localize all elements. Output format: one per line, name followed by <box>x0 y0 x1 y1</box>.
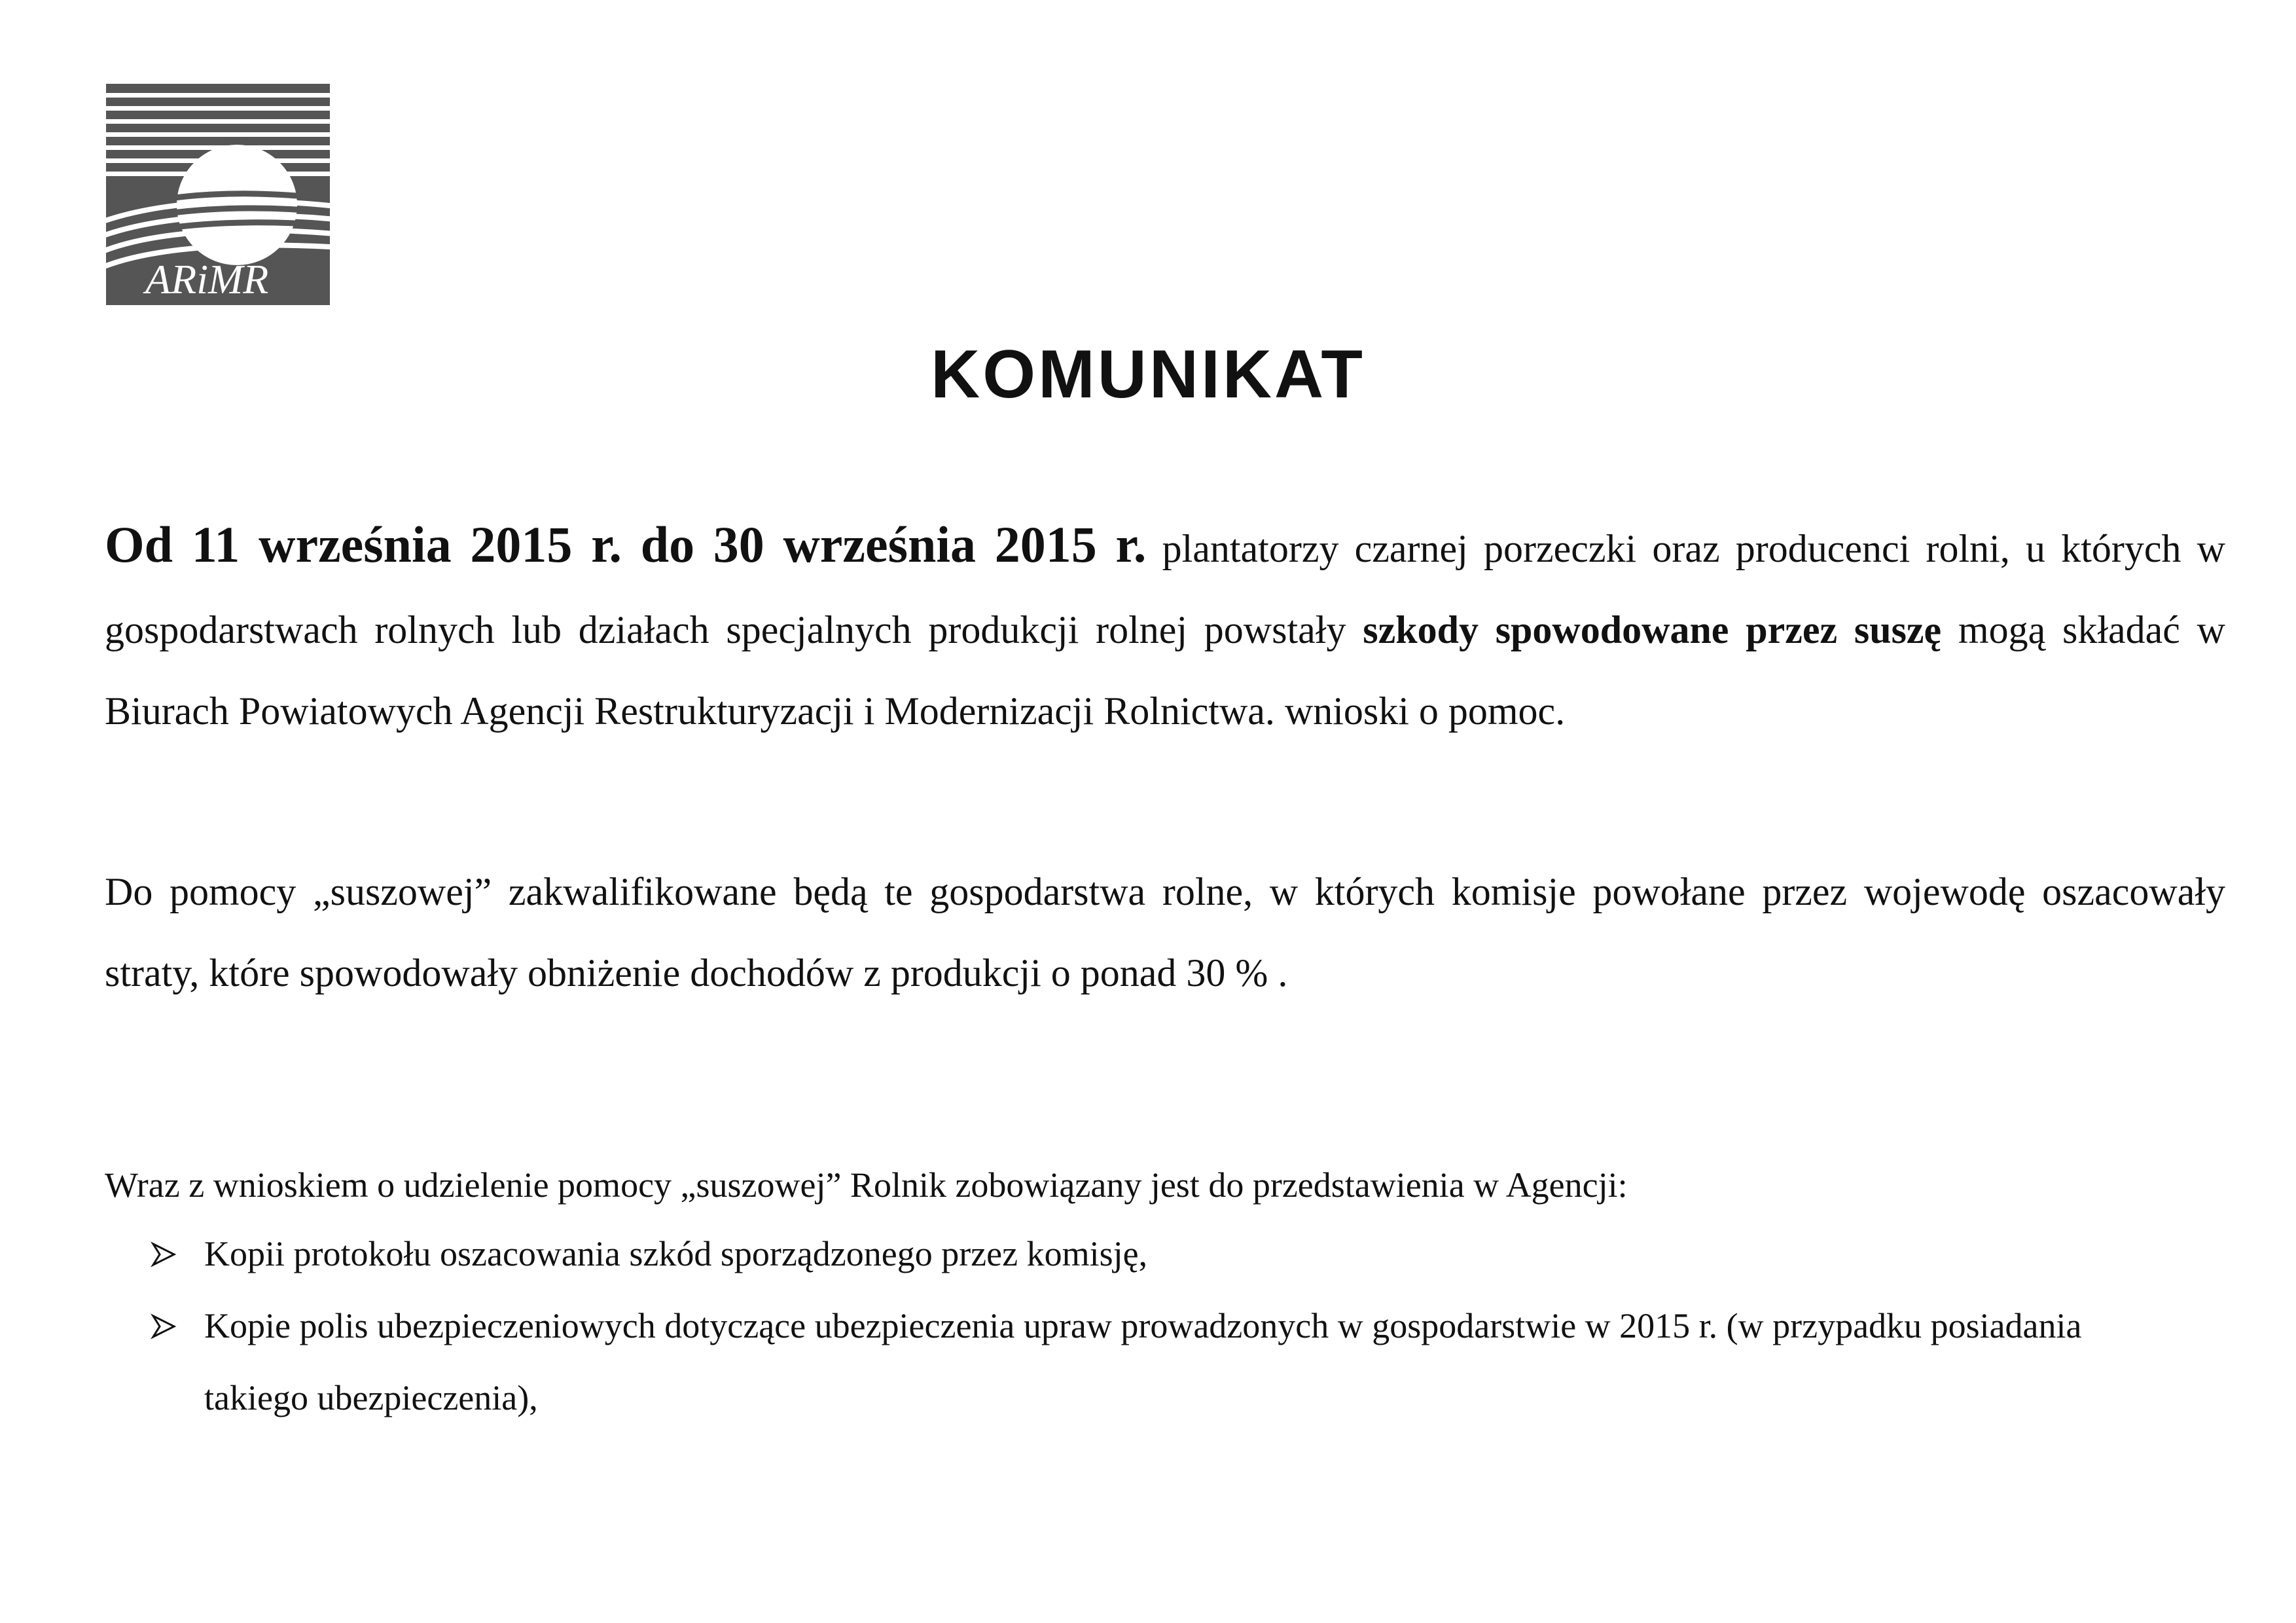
list-item <box>151 1290 2114 1434</box>
requirements-list <box>151 1218 2114 1434</box>
announcement-paragraph <box>105 504 2225 752</box>
paragraph-text: mogą składać w Biurach Powiatowych Agencji Restrukturyzacji i Modernizacji Rolnictwa. wnioski o pomoc. <box>105 608 2226 733</box>
date-range: Od 11 września 2015 r. do 30 września 2015 r. <box>105 516 1147 573</box>
list-item <box>151 1218 2114 1290</box>
arrow-bullet-icon <box>151 1313 177 1340</box>
arrow-bullet-icon <box>151 1241 177 1267</box>
paragraph-text: plantatorzy czarnej porzeczki oraz producenci rolni, u których w gospodarstwach rolnych lub działach specjalnych produkcji rolnej powstały <box>105 527 2225 651</box>
logo-wordmark: ARiMR <box>145 256 269 302</box>
page-title: KOMUNIKAT <box>931 337 1365 412</box>
list-item-text: Kopii protokołu oszacowania szkód sporządzonego przez komisję, <box>204 1234 1148 1273</box>
list-item-text: Kopie polis ubezpieczeniowych dotyczące ubezpieczenia upraw prowadzonych w gospodarstwie w 2015 r. (w przypadku posiadania takiego ubezpieczenia), <box>204 1306 2082 1417</box>
damage-highlight: szkody spowodowane przez suszę <box>1363 608 1942 651</box>
requirements-intro: Wraz z wnioskiem o udzielenie pomocy „suszowej” Rolnik zobowiązany jest do przedstawienia w Agencji: <box>105 1165 1628 1205</box>
arimr-logo <box>106 84 330 305</box>
eligibility-paragraph: Do pomocy „suszowej” zakwalifikowane będą te gospodarstwa rolne, w których komisje powołane przez wojewodę oszacowały straty, które spowodowały obniżenie dochodów z produkcji o ponad 30 % . <box>105 870 2225 994</box>
